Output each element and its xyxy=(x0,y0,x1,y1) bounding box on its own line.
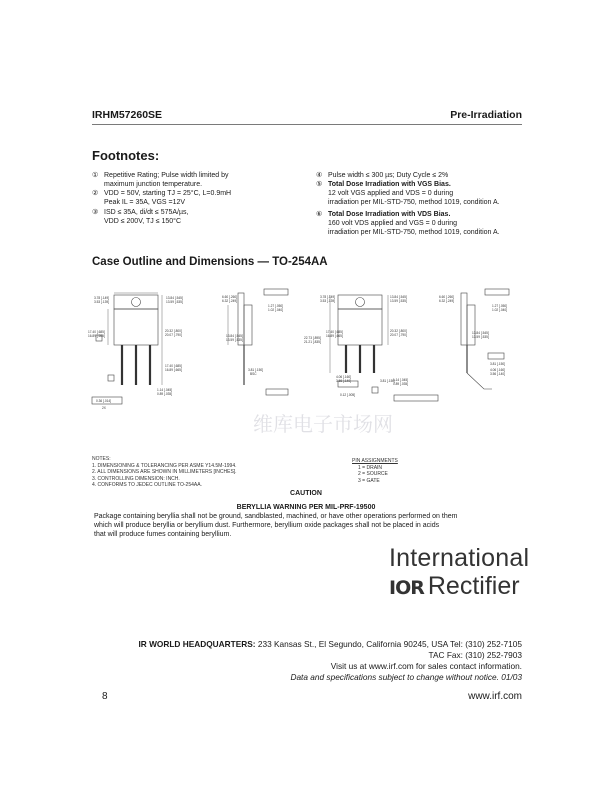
dim-label: 3.78 [.149] xyxy=(320,295,336,299)
footnotes-left xyxy=(92,171,302,226)
footnote-line: irradiation per MIL-STD-750, method 1019, condition A. xyxy=(328,229,500,236)
footnote-line: irradiation per MIL-STD-750, method 1019, condition A. xyxy=(328,199,500,206)
outline-notes xyxy=(92,456,237,489)
dim-label: 13.84 [.545] xyxy=(390,295,407,299)
footnote-3 xyxy=(92,208,302,226)
footnote-6 xyxy=(316,210,526,237)
dim-label: 13.84 [.545] xyxy=(472,331,489,335)
footnote-5 xyxy=(316,180,526,207)
dim-label: 3.53 [.139] xyxy=(94,300,110,304)
dim-label: 6.32 [.249] xyxy=(222,299,238,303)
watermark-text: 维库电子市场网 xyxy=(253,414,393,436)
ior-logo-mark: IOR xyxy=(389,577,424,599)
dim-label: 0.89 [.035] xyxy=(393,382,409,386)
dim-label: 4.06 [.160] xyxy=(336,375,352,379)
disclaimer-line: Data and specifications subject to change without notice. 01/03 xyxy=(290,672,522,682)
caution-line: that will produce fumes containing beryllium. xyxy=(94,531,232,538)
dim-label: 13.59 [.535] xyxy=(390,299,407,303)
footnote-heading: Total Dose Irradiation with VDS Bias. xyxy=(328,211,451,218)
footnotes-right xyxy=(316,171,526,237)
footnote-number: ③ xyxy=(92,209,99,216)
dim-label: 16.89 [.665] xyxy=(165,368,182,372)
dim-label: 3.53 [.139] xyxy=(320,299,336,303)
case-outline-drawing xyxy=(88,285,528,445)
footnote-line: Pulse width ≤ 300 µs; Duty Cycle ≤ 2% xyxy=(328,172,449,179)
dim-label: 13.59 [.535] xyxy=(226,338,243,342)
footnote-number: ⑥ xyxy=(316,211,323,218)
dim-label: 20.07 [.790] xyxy=(390,333,407,337)
footnotes-title: Footnotes: xyxy=(92,148,160,163)
dim-label: 3.56 [.140] xyxy=(490,372,506,376)
dim-label: 17.40 [.685] xyxy=(165,364,182,368)
footnote-4 xyxy=(316,171,526,180)
footnote-line: Repetitive Rating; Pulse width limited by xyxy=(104,172,229,179)
footnote-line: 12 volt VGS applied and VDS = 0 during xyxy=(328,190,454,197)
page-number: 8 xyxy=(102,691,108,702)
case-outline-title: Case Outline and Dimensions — TO-254AA xyxy=(92,256,328,268)
dim-label: 3.81 [.150] xyxy=(380,379,396,383)
note-line: 1. DIMENSIONING & TOLERANCING PER ASME Y14.5M-1994. xyxy=(92,462,237,469)
dim-label: 13.84 [.545] xyxy=(166,296,183,300)
dim-label: 20.07 [.790] xyxy=(165,333,182,337)
dim-label: 22.73 [.895] xyxy=(304,336,321,340)
footnote-line: ISD ≤ 35A, di/dt ≤ 575A/µs, xyxy=(104,209,189,216)
dim-label: 3.81 [.150] xyxy=(248,368,264,372)
hq-label: IR WORLD HEADQUARTERS: xyxy=(138,639,256,649)
visit-line: Visit us at www.irf.com for sales contact information. xyxy=(330,661,522,671)
footnote-line: VDD ≤ 200V, TJ ≤ 150°C xyxy=(104,218,182,225)
caution-text xyxy=(94,512,534,539)
header-right-label: Pre-Irradiation xyxy=(450,109,522,121)
footnote-line: 160 volt VDS applied and VGS = 0 during xyxy=(328,220,458,227)
dim-label: 0.12 [.005] xyxy=(340,393,356,397)
dim-label: 13.59 [.535] xyxy=(472,335,489,339)
company-logo-line2 xyxy=(389,572,520,601)
company-logo-line1: International xyxy=(389,544,530,572)
footnote-2 xyxy=(92,189,302,207)
dim-label: 20.32 [.800] xyxy=(390,329,407,333)
dim-label: 1.14 [.045] xyxy=(157,388,173,392)
dim-label: 6.32 [.249] xyxy=(439,299,455,303)
dim-label: 20.32 [.800] xyxy=(165,329,182,333)
dim-label: 6.60 [.260] xyxy=(439,295,455,299)
front-view-alt xyxy=(330,295,438,401)
footnote-heading: Total Dose Irradiation with VGS Bias. xyxy=(328,181,451,188)
fax-line: TAC Fax: (310) 252-7903 xyxy=(428,650,522,660)
caution-title: CAUTION xyxy=(290,490,322,497)
note-line: 2. ALL DIMENSIONS ARE SHOWN IN MILLIMETERS [INCHES]. xyxy=(92,469,237,476)
footnote-line: Peak IL = 35A, VGS =12V xyxy=(104,199,186,206)
dim-label: 17.40 [.685] xyxy=(326,330,343,334)
pin-line: 3 = GATE xyxy=(358,477,380,484)
dim-label: 6.60 [.260] xyxy=(222,295,238,299)
footnote-number: ⑤ xyxy=(316,181,323,188)
note-line: 3. CONTROLLING DIMENSION: INCH. xyxy=(92,475,180,482)
pin-assignments-title: PIN ASSIGNMENTS xyxy=(352,458,398,464)
dim-label: 1.02 [.040] xyxy=(492,308,508,312)
footnote-number: ② xyxy=(92,190,99,197)
hq-address: 233 Kansas St., El Segundo, California 90245, USA Tel: (310) 252-7105 xyxy=(255,639,522,649)
pin-line: 1 = DRAIN xyxy=(358,464,383,471)
footnote-1 xyxy=(92,171,302,189)
footer-url[interactable]: www.irf.com xyxy=(468,691,522,702)
caution-subtitle: BERYLLIA WARNING PER MIL-PRF-19500 xyxy=(236,504,376,511)
note-line: 4. CONFORMS TO JEDEC OUTLINE TO-254AA. xyxy=(92,482,202,489)
footnote-line: maximum junction temperature. xyxy=(104,181,203,188)
caution-line: Package containing beryllia shall not be ground, sandblasted, machined, or have other operations performed on them xyxy=(94,513,458,520)
pin-assignments xyxy=(352,458,398,484)
pin-line: 2 = SOURCE xyxy=(358,471,388,478)
dim-label: 3.78 [.149] xyxy=(94,296,110,300)
dim-label: 13.84 [.545] xyxy=(226,334,243,338)
dim-label: 1.27 [.050] xyxy=(492,304,508,308)
dim-label: 0.36 [.014] xyxy=(96,399,112,403)
footnote-number: ④ xyxy=(316,172,323,179)
dim-label: 0.89 [.035] xyxy=(157,392,173,396)
headquarters-line xyxy=(138,639,522,650)
footnote-line: VDD = 50V, starting TJ = 25°C, L=0.9mH xyxy=(104,190,232,197)
dim-label: 1.14 [.045] xyxy=(393,378,409,382)
front-view xyxy=(92,293,162,404)
dim-label: 1.02 [.040] xyxy=(268,308,284,312)
footnote-number: ① xyxy=(92,172,99,179)
dim-label: 2X xyxy=(102,406,106,410)
dim-label: 16.89 [.665] xyxy=(88,334,105,338)
dim-label: BSC xyxy=(250,372,257,376)
dim-label: 3.56 [.140] xyxy=(336,379,352,383)
dim-label: 17.40 [.685] xyxy=(88,330,105,334)
dim-label: 1.27 [.050] xyxy=(268,304,284,308)
part-number: IRHM57260SE xyxy=(92,109,163,121)
dim-label: 4.06 [.160] xyxy=(490,368,506,372)
caution-line: which will produce beryllia or beryllium dust. Furthermore, beryllium oxide packages shall not be placed in acids xyxy=(94,522,440,529)
notes-title: NOTES: xyxy=(92,456,111,462)
dim-label: 13.59 [.535] xyxy=(166,300,183,304)
dim-label: 16.89 [.665] xyxy=(326,334,343,338)
dim-label: 3.81 [.150] xyxy=(490,362,506,366)
header-rule xyxy=(92,124,522,125)
dim-label: 21.21 [.835] xyxy=(304,340,321,344)
logo-rectifier: Rectifier xyxy=(427,572,520,600)
